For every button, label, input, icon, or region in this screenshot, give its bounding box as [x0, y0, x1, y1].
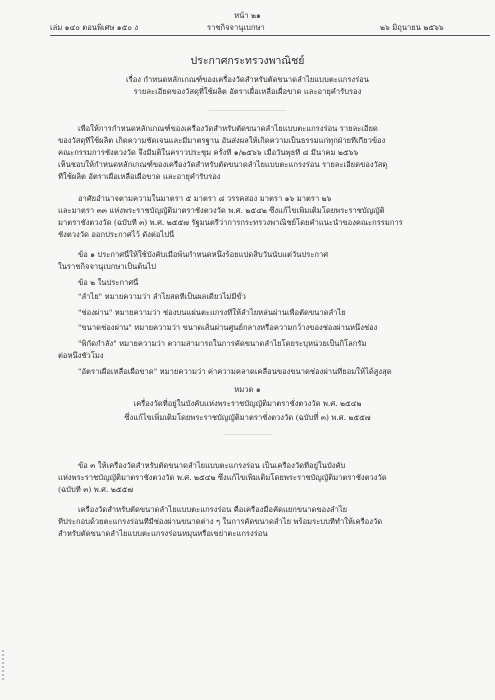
publication-date: ๒๖ มิถุนายน ๒๕๖๖ — [380, 23, 444, 32]
clause-2: ข้อ ๒ ในประกาศนี้ — [78, 278, 139, 287]
binding-mark — [2, 650, 16, 680]
page-number: หน้า ๒๑ — [234, 11, 261, 20]
body-line: (ฉบับที่ ๓) พ.ศ. ๒๕๕๗ — [58, 485, 134, 494]
chapter-heading: หมวด ๑ — [234, 385, 261, 394]
chapter-subtitle-1: เครื่องวัดที่อยู่ในบังคับแห่งพระราชบัญญัติมาตราชั่งตวงวัด พ.ศ. ๒๕๔๒ — [133, 399, 362, 408]
body-line: แห่งพระราชบัญญัติมาตราชั่งตวงวัด พ.ศ. ๒๕๔๒ ซึ่งแก้ไขเพิ่มเติมโดยพระราชบัญญัติมาตราชั่งตวงวัด — [58, 473, 387, 482]
definition-capacity: "พิกัดกำลัง" หมายความว่า ความสามารถในการคัดขนาดลำไยโดยระบุหน่วยเป็นกิโลกรัม — [78, 339, 367, 348]
definition-aperture-size: "ขนาดช่องผ่าน" หมายความว่า ขนาดเส้นผ่านศูนย์กลางหรือความกว้างของช่องผ่านหนึ่งช่อง — [78, 323, 378, 332]
gazette-name: ราชกิจจานุเบกษา — [207, 23, 265, 32]
body-line: ในราชกิจจานุเบกษาเป็นต้นไป — [58, 262, 156, 271]
header-rule — [50, 35, 490, 36]
chapter-divider: ________________ — [223, 428, 272, 435]
subject-line-2: รายละเอียดของวัสดุที่ใช้ผลิต อัตราเผื่อเหลือเผื่อขาด และอายุคำรับรอง — [133, 87, 362, 96]
title-divider: __________________________ — [208, 104, 287, 111]
body-line: อาศัยอำนาจตามความในมาตรา ๕ มาตรา ๘ วรรคสอง มาตรา ๑๖ มาตรา ๒๖ — [78, 194, 332, 203]
subject-line-1: เรื่อง กำหนดหลักเกณฑ์ของเครื่องวัดสำหรับตัดขนาดลำไยแบบตะแกรงร่อน — [126, 75, 369, 84]
body-line: ที่ประกอบด้วยตะแกรงร่อนที่มีช่องผ่านขนาดต่าง ๆ ในการคัดขนาดลำไย พร้อมระบบที่ทำให้เครื่องวัด — [58, 517, 383, 526]
definition-tolerance: "อัตราเผื่อเหลือเผื่อขาด" หมายความว่า ค่าความคลาดเคลื่อนของขนาดช่องผ่านที่ยอมให้ได้สูงสุด — [78, 367, 392, 376]
clause-3: ข้อ ๓ ให้เครื่องวัดสำหรับตัดขนาดลำไยแบบตะแกรงร่อน เป็นเครื่องวัดที่อยู่ในบังคับ — [78, 461, 346, 470]
announcement-title: ประกาศกระทรวงพาณิชย์ — [190, 55, 305, 67]
chapter-subtitle-2: ซึ่งแก้ไขเพิ่มเติมโดยพระราชบัญญัติมาตราชั่งตวงวัด (ฉบับที่ ๓) พ.ศ. ๒๕๕๗ — [124, 413, 371, 422]
body-line: สำหรับตัดขนาดลำไยแบบตะแกรงร่อนหมุนหรือเขย่าตะแกรงร่อน — [58, 529, 268, 538]
body-line: คณะกรรมการชั่งตวงวัด จึงมีมติในคราวประชุม ครั้งที่ ๑/๒๕๖๖ เมื่อวันพุธที่ ๘ มีนาคม ๒๕๖๖ — [58, 148, 359, 157]
body-line: ชั่งตวงวัด ออกประกาศไว้ ดังต่อไปนี้ — [58, 230, 175, 239]
body-line: เครื่องวัดสำหรับตัดขนาดลำไยแบบตะแกรงร่อน คือเครื่องมือคัดแยกขนาดของลำไย — [78, 505, 348, 514]
body-line: ที่ใช้ผลิต อัตราเผื่อเหลือเผื่อขาด และอายุคำรับรอง — [58, 172, 221, 181]
body-line: มาตราชั่งตวงวัด (ฉบับที่ ๓) พ.ศ. ๒๕๕๗ รัฐมนตรีว่าการกระทรวงพาณิชย์โดยคำแนะนำของคณะกรรมการ — [58, 218, 403, 227]
body-line: เห็นชอบให้กำหนดหลักเกณฑ์ของเครื่องวัดสำหรับตัดขนาดลำไยแบบตะแกรงร่อน รายละเอียดของวัสดุ — [58, 160, 388, 169]
body-line: ต่อหนึ่งชั่วโมง — [58, 351, 104, 360]
definition-aperture: "ช่องผ่าน" หมายความว่า ช่องบนแผ่นตะแกรงที่ให้ลำไยหล่นผ่านเพื่อตัดขนาดลำไย — [78, 308, 346, 317]
definition-longan: "ลำไย" หมายความว่า ลำไยสดที่เป็นผลเดี่ยวไม่มีขั้ว — [78, 292, 246, 301]
volume-issue: เล่ม ๑๔๐ ตอนพิเศษ ๑๕๐ ง — [50, 23, 139, 32]
body-line: ของวัสดุที่ใช้ผลิต เกิดความชัดเจนและมีมาตรฐาน อันส่งผลให้เกิดความเป็นธรรมแก่ทุกฝ่ายที่เกี่ยวข้อง — [58, 136, 386, 145]
body-line: เพื่อให้การกำหนดหลักเกณฑ์ของเครื่องวัดสำหรับตัดขนาดลำไยแบบตะแกรงร่อน รายละเอียด — [78, 124, 378, 133]
clause-1: ข้อ ๑ ประกาศนี้ให้ใช้บังคับเมื่อพ้นกำหนดหนึ่งร้อยแปดสิบวันนับแต่วันประกาศ — [78, 250, 329, 259]
body-line: และมาตรา ๓๓ แห่งพระราชบัญญัติมาตราชั่งตวงวัด พ.ศ. ๒๕๔๒ ซึ่งแก้ไขเพิ่มเติมโดยพระราชบัญญัติ — [58, 206, 385, 215]
